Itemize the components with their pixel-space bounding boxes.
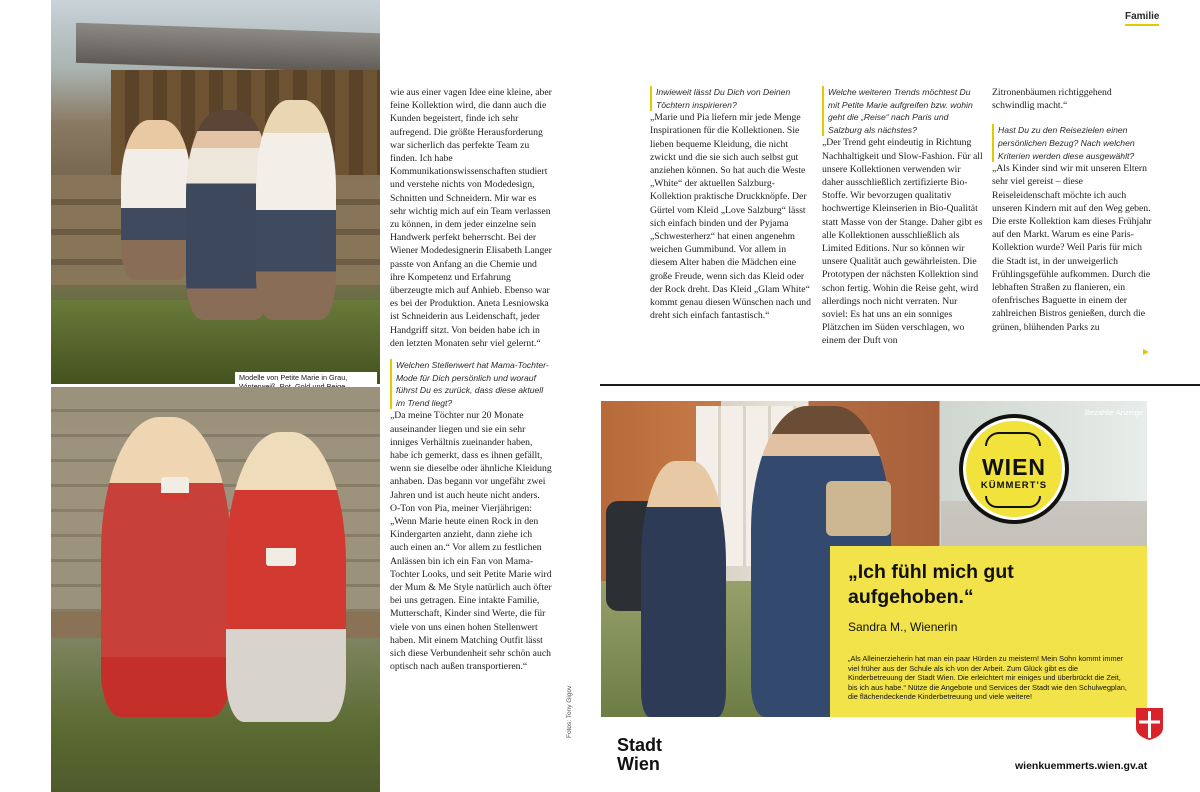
ad-quote: „Als Alleinerzieherin hat man ein paar Hürden zu meistern! Mein Sohn kommt immer viel früher aus der Schule als ich von der Arbeit. Zum Glück gibt es die Kinderbetreuung der Stadt Wien. Die erleichtert mir einiges und überbrückt die Zeit, bis ich aus habe.“ Nütze die Angebote und Services der Stadt wie den Schulwegplan, die flächendeckende Kinderbetreuung und viele weitere! [848, 654, 1127, 702]
badge-title: WIEN [981, 454, 1047, 480]
photo-mother-daughters-fence [51, 0, 380, 384]
advertisement [601, 401, 1147, 717]
article-column-1 [390, 86, 552, 674]
interview-question: Welchen Stellenwert hat Mama-Tochter-Mode für Dich persönlich und worauf führst Du es zurück, dass diese aktuell im Trend liegt? [390, 359, 552, 409]
wien-kuemmerts-badge [959, 414, 1069, 524]
paragraph: „Der Trend geht eindeutig in Richtung Nachhaltigkeit und Slow-Fashion. Für all unsere Kollektionen verwenden wir daher ausschließlich zertifizierte Bio-Stoffe. Wir bevorzugen qualitativ hochwertige Kleinserien in Bio-Qualität statt Masse von der Stange. Daher gibt es alle Kollektionen ausschließlich als Limited Editions. Nur so können wir unsere Qualität auch gewährleisten. Die Prototypen der nächsten Kollektion sind schon fertig. Wohin die Reise geht, wird allerdings noch nicht verraten. Nur soviel: Es hat uns an ein sonniges Plätzchen im Süden verschlagen, wo einem der Duft von [822, 137, 983, 347]
paragraph: „Als Kinder sind wir mit unseren Eltern sehr viel gereist – diese Reiseleidenschaft möchte ich auch unseren Kindern mit auf den Weg geben. Die erste Kollektion kam dieses Frühjahr auf den Markt. Warum es eine Paris-Kollektion wurde? Weil Paris für mich die Stadt ist, in der unweigerlich Frühlingsgefühle aufkommen. Durch die lebhaften Straßen zu flanieren, ein ofenfrisches Baguette in einem der zahlreichen Bistros genießen, durch die grünen, blühenden Parks zu [992, 163, 1152, 333]
logo-line: Stadt [617, 735, 662, 755]
section-label: Familie [1125, 11, 1159, 26]
ad-quote-author: Sandra M., Wienerin [848, 620, 958, 634]
continue-arrow-icon [1143, 349, 1149, 355]
paragraph: wie aus einer vagen Idee eine kleine, aber feine Kollektion wird, die dann auch die Kunden begeistert, finde ich sehr aufregend. Die größte Herausforderung war sicherlich das perfekte Team zu finden. Ich habe Kommunikationswissenschaften studiert und verstehe nichts von Modedesign, Schnitten und Schneidern. Mir war es sehr wichtig mich auf ein Team verlassen zu können, in dem jeder einzelne sein Handwerk perfekt beherrscht. Bei der Wiener Modedesignerin Elisabeth Langer passte von Anfang an die Chemie und ihre Kompetenz und Erfahrung überzeugte mich auf Anhieb. Ebenso war es bei der Produktion. Aneta Lesniowska ist Schneiderin aus Leidenschaft, jeder Handgriff sitzt. Von beiden habe ich in den letzten Monaten sehr viel gelernt.“ [390, 87, 552, 349]
paragraph: „Da meine Töchter nur 20 Monate auseinander liegen und sie ein sehr inniges Verhältnis zueinander haben, habe ich gemerkt, dass es ihnen gefällt, wenn sie dieselbe oder ähnliche Kleidung anhaben. Das begann vor ungefähr zwei Jahren und ist auch heute nicht anders. O-Ton von Pia, meiner Vierjährigen: „Wenn Marie heute einen Rock in den Kindergarten anzieht, dann ziehe ich auch einen an.“ Vor allem zu festlichen Anlässen bin ich ein Fan von Mama-Tochter Looks, und seit Petite Marie wird der Mum & Me Style natürlich auch öfter bei uns getragen. Eine intakte Familie, Mutterschaft, Kinder sind Werte, die für viele von uns einen hohen Stellenwert haben. Mit einem Matching Outfit lässt sich diese Verbundenheit sehr schön auch optisch nach außen transportieren.“ [390, 410, 552, 673]
ad-url-link[interactable]: wienkuemmerts.wien.gv.at [1015, 760, 1148, 772]
hand-icon [985, 432, 1041, 446]
badge-subtitle: KÜMMERT'S [980, 480, 1048, 491]
divider [600, 384, 1200, 386]
article-column-4 [992, 86, 1152, 334]
interview-question: Welche weiteren Trends möchtest Du mit Petite Marie aufgreifen bzw. wohin geht die „Reise“ nach Paris und Salzburg als nächstes? [822, 86, 984, 136]
paragraph: „Marie und Pia liefern mir jede Menge Inspirationen für die Kollektionen. Sie lieben bequeme Kleidung, die nicht zwickt und die sie sich auch selbst gut anziehen können. So hat auch die Weste „White“ der aktuellen Salzburg-Kollektion praktische Druckknöpfe. Der Gürtel vom Kleid „Love Salzburg“ lässt sich einfach binden und der Pyjama „Schwesterherz“ hat einen angenehm weichen Gummibund. Vor allem in diesem Alter haben die Mädchen eine große Freude, wenn sich das Kleid oder der Rock dreht. Das Kleid „Glam White“ kommt genau diesen Wünschen nach und dreht sich einfach fantastisch.“ [650, 112, 811, 322]
hand-icon [985, 496, 1041, 508]
photo-caption: Modelle von Petite Marie in Grau, [235, 372, 377, 394]
photo-credit: Fotos: Tony Gigov [566, 685, 573, 738]
interview-question: Inwieweit lässt Du Dich von Deinen Töchtern inspirieren? [650, 86, 812, 111]
stadt-wien-logo [617, 736, 662, 774]
logo-line: Wien [617, 754, 660, 774]
photo-sisters-bench [51, 387, 380, 792]
ad-text-panel [830, 546, 1147, 717]
paragraph: Zitronenbäumen richtiggehend schwindlig macht.“ [992, 87, 1112, 112]
interview-question: Hast Du zu den Reisezielen einen persönlichen Bezug? Nach welchen Kriterien werden diese ausgewählt? [992, 124, 1152, 162]
article-column-3 [822, 86, 984, 348]
ad-headline: „Ich fühl mich gut aufgehoben.“ [848, 561, 1014, 608]
paid-ad-label: Bezahlte Anzeige [1085, 408, 1143, 417]
vienna-flag-icon [1136, 708, 1163, 740]
article-column-2 [650, 86, 812, 322]
